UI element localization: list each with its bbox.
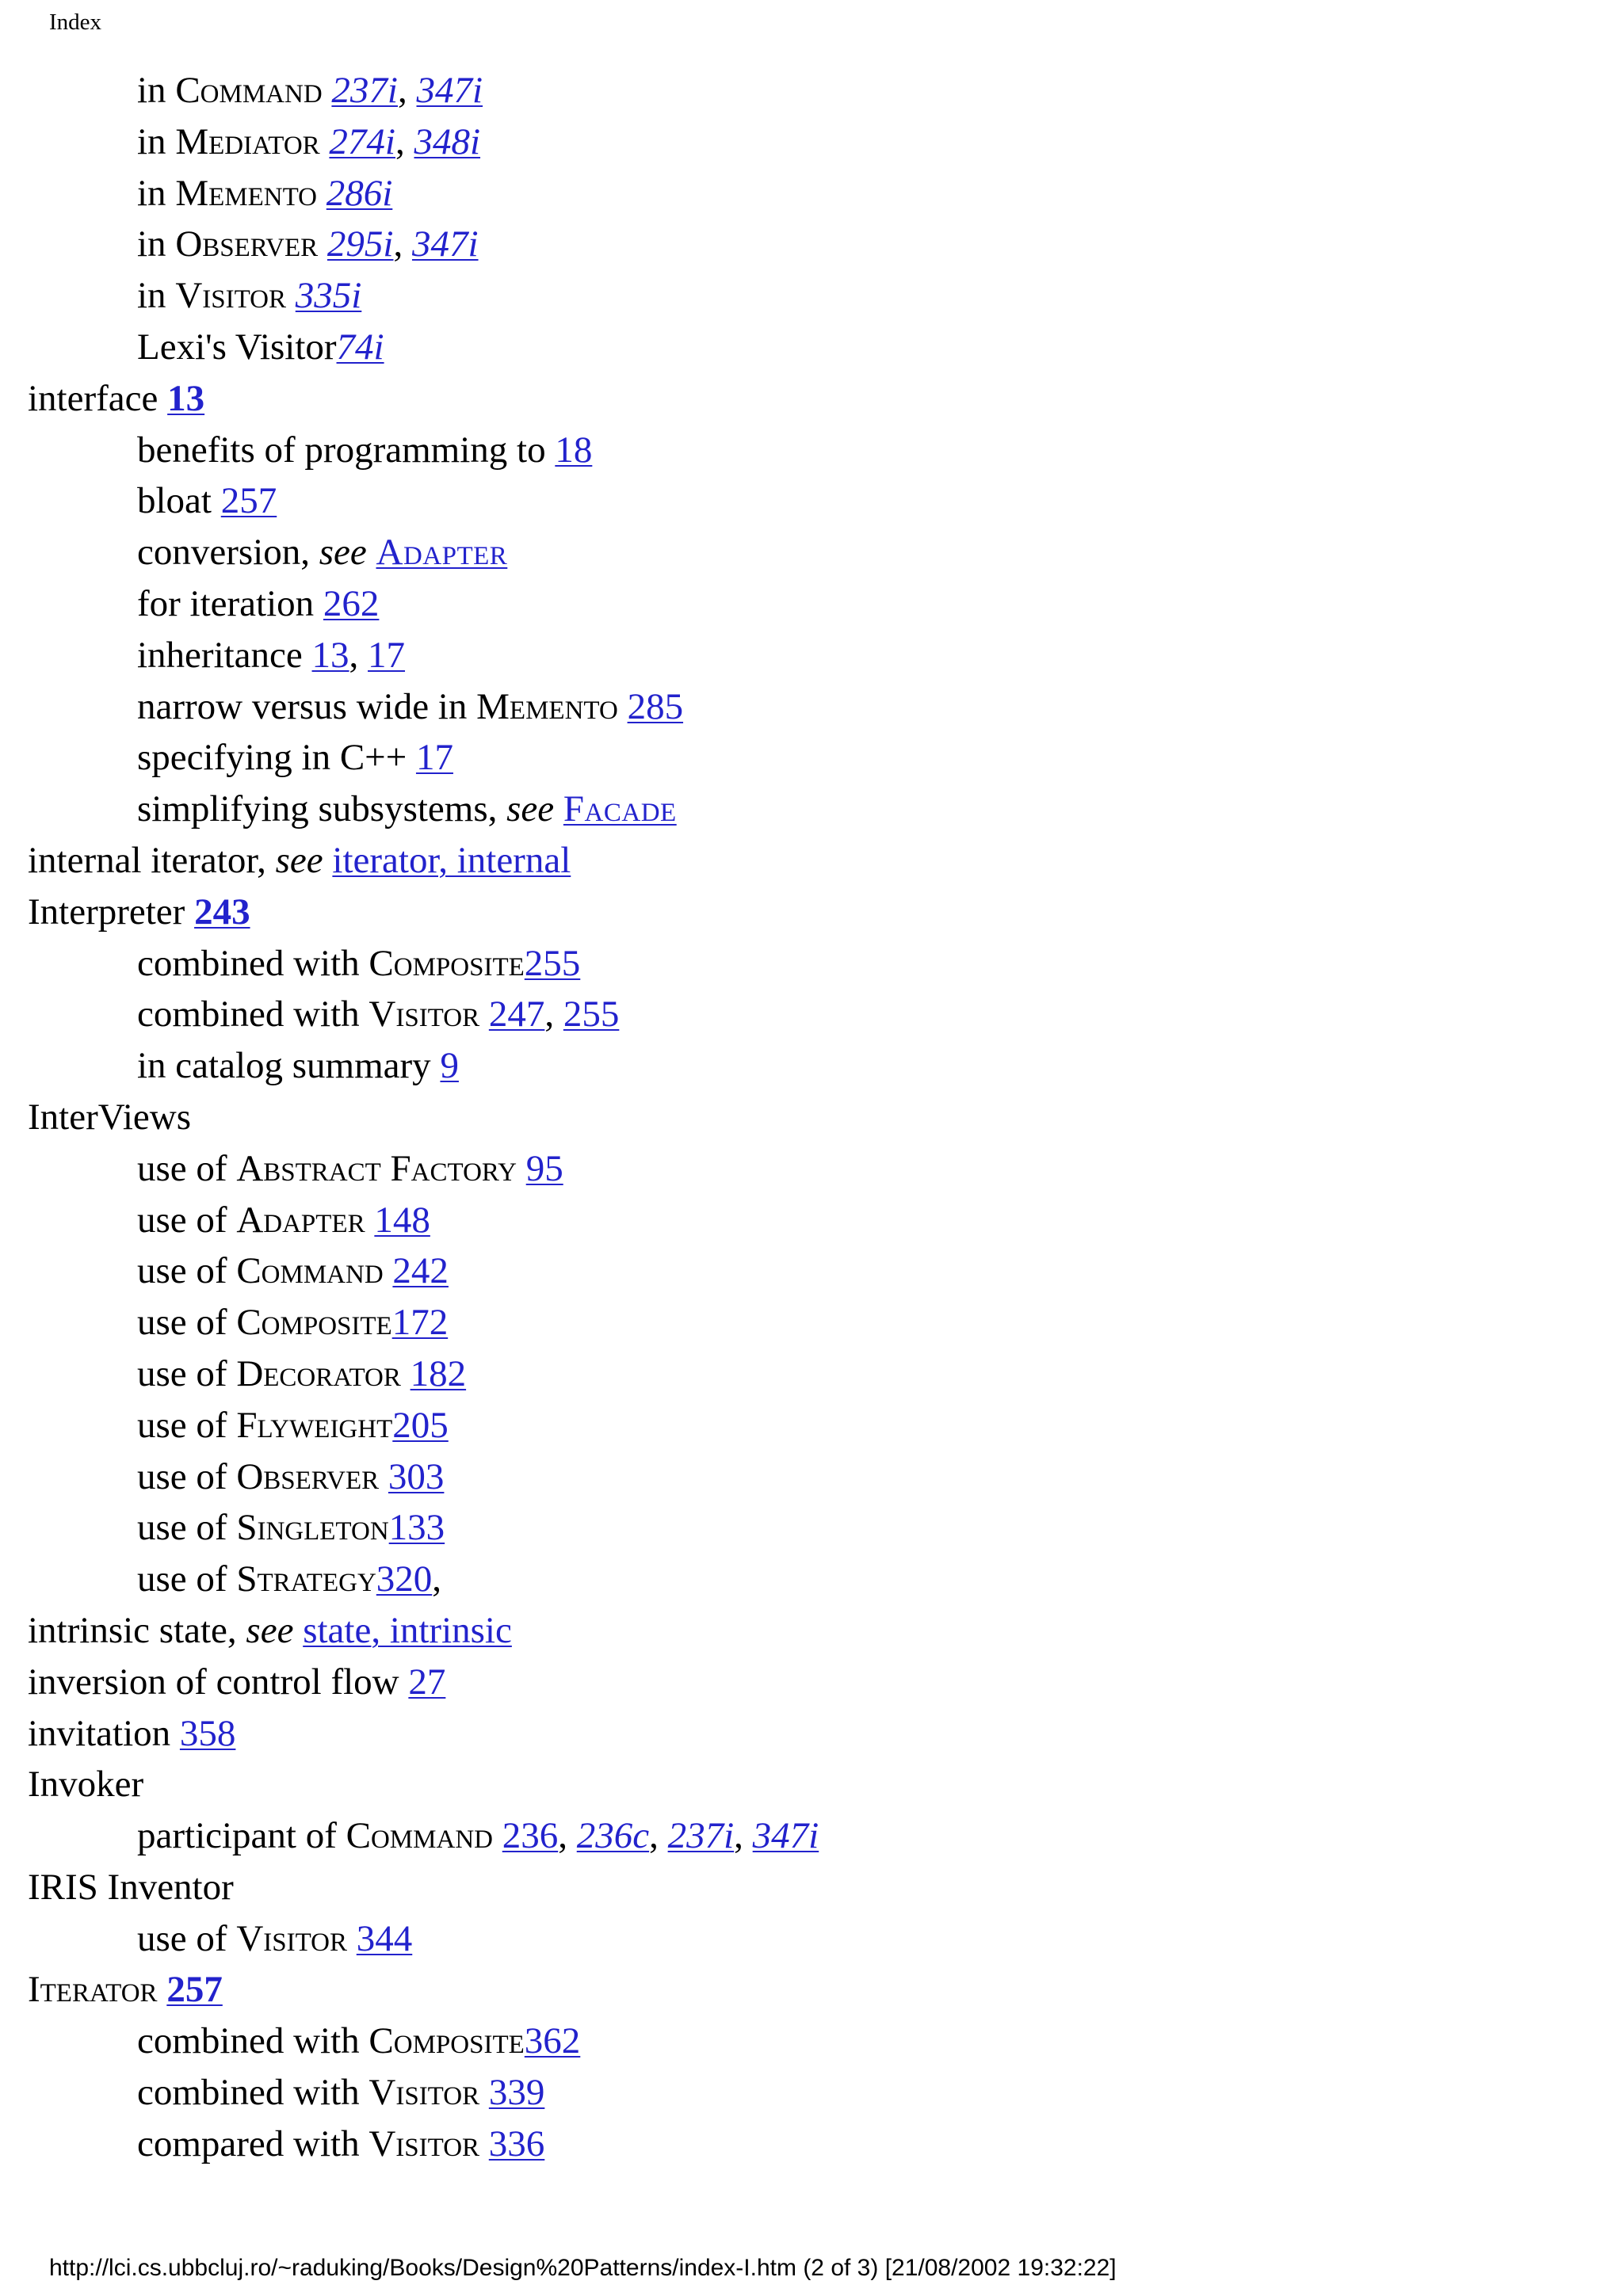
pattern-name: Singleton <box>236 1507 389 1549</box>
index-subentry <box>0 732 1623 784</box>
page-reference-link[interactable]: 74i <box>336 326 384 368</box>
entry-text <box>401 1353 411 1394</box>
pattern-name: Memento <box>175 172 317 214</box>
entry-text: , <box>349 634 369 676</box>
page-reference-link[interactable]: state, intrinsic <box>303 1609 512 1651</box>
entry-text <box>554 788 563 830</box>
index-subentry <box>0 938 1623 990</box>
entry-text: IRIS Inventor <box>28 1866 234 1908</box>
page-reference-link[interactable]: 348i <box>414 120 481 162</box>
page-reference-link[interactable]: 236c <box>576 1815 650 1857</box>
pattern-name: Memento <box>476 685 618 727</box>
index-entry <box>0 1708 1623 1760</box>
page-reference-link[interactable]: 237i <box>667 1815 735 1857</box>
pattern-name: Decorator <box>236 1352 401 1394</box>
entry-text <box>286 275 296 316</box>
pattern-name: Iterator <box>28 1969 158 2011</box>
index-entry <box>0 835 1623 887</box>
index-subentry <box>0 1451 1623 1503</box>
page-reference-link[interactable]: 303 <box>388 1455 445 1497</box>
pattern-name: Composite <box>369 942 525 984</box>
entry-text: conversion, <box>137 532 319 574</box>
entry-text <box>479 2072 489 2113</box>
index-subentry <box>0 475 1623 527</box>
index-subentry <box>0 1297 1623 1348</box>
pattern-name: Flyweight <box>236 1404 393 1446</box>
page-reference-link[interactable]: 95 <box>525 1147 563 1189</box>
index-subentry <box>0 681 1623 733</box>
index-subentry <box>0 168 1623 219</box>
entry-text: in catalog summary <box>137 1045 441 1087</box>
page-reference-link[interactable]: iterator, internal <box>332 839 571 881</box>
index-subentry <box>0 578 1623 630</box>
see-reference: see <box>506 788 555 830</box>
page-reference-link[interactable]: 247 <box>488 994 545 1035</box>
entry-text <box>317 173 327 214</box>
page-reference-link[interactable]: 13 <box>311 634 349 676</box>
entry-text: use of <box>137 1250 237 1292</box>
pattern-name: Mediator <box>175 120 320 162</box>
pattern-name: Composite <box>369 2020 525 2062</box>
page-reference-link[interactable]: 182 <box>410 1352 467 1394</box>
index-subentry <box>0 989 1623 1040</box>
entry-text <box>517 1148 526 1189</box>
index-subentry <box>0 630 1623 681</box>
index-subentry <box>0 527 1623 578</box>
index-subentry <box>0 2067 1623 2119</box>
entry-text: , <box>734 1815 753 1857</box>
page-reference-link[interactable]: 262 <box>323 582 380 624</box>
entry-text <box>365 1199 375 1241</box>
page-reference-link[interactable]: 257 <box>220 480 277 522</box>
pattern-name: Strategy <box>236 1558 376 1600</box>
page-reference-link[interactable]: 148 <box>374 1199 430 1241</box>
pattern-name: Adapter <box>236 1199 365 1241</box>
page-reference-link[interactable]: 362 <box>524 2020 581 2062</box>
entry-text: InterViews <box>28 1096 191 1138</box>
entry-text: use of <box>137 1507 237 1549</box>
entry-text <box>381 1148 391 1189</box>
index-subentry <box>0 1400 1623 1451</box>
index-subentry <box>0 322 1623 373</box>
entry-text: interface <box>28 377 168 419</box>
index-entry <box>0 1964 1623 2016</box>
page-reference-link[interactable]: 347i <box>411 223 479 265</box>
page-reference-link[interactable]: 172 <box>391 1302 449 1344</box>
entry-text <box>479 994 489 1035</box>
index-entry <box>0 1092 1623 1143</box>
entry-text: in <box>137 120 176 162</box>
pattern-name: Abstract <box>236 1147 381 1189</box>
pattern-name: Command <box>236 1250 384 1292</box>
entry-text: combined with <box>137 942 369 984</box>
page-reference-link[interactable]: 242 <box>392 1250 449 1292</box>
entry-text: inversion of control flow <box>28 1661 409 1703</box>
entry-text: in <box>137 223 176 265</box>
entry-text: , <box>558 1815 577 1857</box>
index-subentry <box>0 1554 1623 1605</box>
page-footer-url: http://lci.cs.ubbcluj.ro/~raduking/Books/Design%20Patterns/index-I.htm (2 of 3) [21/08/2002 19:32:22] <box>49 2255 1117 2281</box>
entry-text <box>618 686 628 727</box>
entry-text: in <box>137 275 176 317</box>
page-reference-link[interactable]: 274i <box>329 120 395 162</box>
see-reference: see <box>275 839 323 881</box>
entry-text <box>320 121 330 162</box>
entry-text: , <box>649 1815 668 1857</box>
entry-text: intrinsic state, <box>28 1609 246 1651</box>
pattern-name: Visitor <box>369 2122 480 2164</box>
pattern-name: Command <box>175 70 323 111</box>
entry-text <box>323 70 332 111</box>
index-subentry <box>0 2016 1623 2067</box>
index-entry <box>0 1605 1623 1657</box>
index-entry <box>0 1862 1623 1913</box>
entry-text: combined with <box>137 994 369 1035</box>
entry-text: internal iterator, <box>28 839 276 881</box>
index-subentry <box>0 425 1623 476</box>
entry-text: compared with <box>137 2122 369 2164</box>
index-entry <box>0 1657 1623 1708</box>
entry-text: , <box>395 120 414 162</box>
page-reference-link[interactable]: 320 <box>376 1558 433 1600</box>
page-reference-link[interactable]: 236 <box>502 1815 559 1857</box>
page-reference-link[interactable]: 347i <box>416 70 483 111</box>
entry-text: bloat <box>137 480 221 522</box>
entry-text: inheritance <box>137 634 312 676</box>
entry-text <box>367 532 376 573</box>
page-reference-link[interactable]: 27 <box>408 1661 446 1703</box>
page-reference-link[interactable]: 358 <box>179 1712 236 1754</box>
page-reference-link[interactable]: 17 <box>368 634 406 676</box>
index-subentry <box>0 1913 1623 1965</box>
entry-text <box>493 1815 502 1856</box>
index-subentry <box>0 1502 1623 1554</box>
entry-text: combined with <box>137 2072 369 2114</box>
index-subentry <box>0 65 1623 116</box>
entry-text: , <box>432 1558 442 1600</box>
entry-text: in <box>137 172 176 214</box>
entry-text: narrow versus wide in <box>137 685 477 727</box>
index-entry <box>0 373 1623 425</box>
pattern-name: Observer <box>236 1455 380 1497</box>
page-reference-link[interactable]: 339 <box>488 2072 545 2114</box>
pattern-name: Visitor <box>236 1917 347 1959</box>
page-reference-link[interactable]: 9 <box>440 1045 459 1087</box>
page-reference-link[interactable]: 18 <box>555 429 593 471</box>
index-subentry <box>0 219 1623 270</box>
index-list <box>0 65 1623 2170</box>
pattern-name: Visitor <box>369 994 480 1035</box>
pattern-name: Visitor <box>369 2072 480 2114</box>
entry-text <box>293 1610 303 1651</box>
page-reference-link[interactable]: 13 <box>167 377 205 419</box>
index-subentry <box>0 1195 1623 1246</box>
entry-text: use of <box>137 1558 237 1600</box>
page-reference-link[interactable]: 243 <box>194 891 250 933</box>
entry-text <box>379 1456 388 1497</box>
entry-text: participant of <box>137 1815 346 1857</box>
index-subentry <box>0 1245 1623 1297</box>
index-subentry <box>0 784 1623 835</box>
index-entry <box>0 887 1623 938</box>
page-reference-link[interactable]: 286i <box>326 172 393 214</box>
page-reference-link[interactable]: 237i <box>331 70 398 111</box>
entry-text: Interpreter <box>28 891 195 933</box>
entry-text: , <box>397 70 417 111</box>
page-reference-link[interactable]: 255 <box>563 994 620 1035</box>
entry-text: , <box>393 223 412 265</box>
entry-text: use of <box>137 1917 237 1959</box>
index-subentry <box>0 116 1623 168</box>
entry-text: use of <box>137 1199 237 1241</box>
page-reference-link[interactable]: 17 <box>415 737 453 779</box>
pattern-name: Command <box>346 1815 493 1857</box>
page-reference-link[interactable]: Facade <box>563 788 677 830</box>
page-reference-link[interactable]: 295i <box>327 223 394 265</box>
page-reference-link[interactable]: 285 <box>627 685 684 727</box>
entry-text: benefits of programming to <box>137 429 556 471</box>
page-reference-link[interactable]: 336 <box>488 2122 545 2164</box>
index-subentry <box>0 1143 1623 1195</box>
entry-text: Lexi's Visitor <box>137 326 337 368</box>
entry-text <box>479 2123 489 2164</box>
entry-text: specifying in C++ <box>137 737 416 779</box>
index-subentry <box>0 2119 1623 2170</box>
entry-text <box>347 1918 357 1959</box>
entry-text <box>318 223 327 265</box>
pattern-name: Visitor <box>175 275 286 317</box>
index-subentry <box>0 270 1623 322</box>
entry-text: , <box>544 994 563 1035</box>
entry-text: in <box>137 70 176 111</box>
entry-text: Invoker <box>28 1764 144 1806</box>
pattern-name: Observer <box>175 223 319 265</box>
index-entry <box>0 1759 1623 1810</box>
entry-text: combined with <box>137 2020 369 2062</box>
entry-text <box>384 1250 393 1291</box>
entry-text: use of <box>137 1147 237 1189</box>
entry-text: use of <box>137 1404 237 1446</box>
page-reference-link[interactable]: Adapter <box>376 532 508 574</box>
entry-text: invitation <box>28 1712 180 1754</box>
see-reference: see <box>246 1609 294 1651</box>
pattern-name: Composite <box>236 1302 392 1344</box>
entry-text: for iteration <box>137 582 323 624</box>
page-header-title: Index <box>49 10 102 35</box>
entry-text: use of <box>137 1455 237 1497</box>
entry-text: use of <box>137 1302 237 1344</box>
page-reference-link[interactable]: 257 <box>166 1969 223 2011</box>
entry-text: use of <box>137 1352 237 1394</box>
index-subentry <box>0 1810 1623 1862</box>
entry-text: simplifying subsystems, <box>137 788 507 830</box>
see-reference: see <box>319 532 367 574</box>
pattern-name: Factory <box>390 1147 517 1189</box>
page-reference-link[interactable]: 344 <box>356 1917 413 1959</box>
page-reference-link[interactable]: 133 <box>388 1507 445 1549</box>
page-reference-link[interactable]: 347i <box>752 1815 819 1857</box>
page-reference-link[interactable]: 205 <box>392 1404 449 1446</box>
page-reference-link[interactable]: 255 <box>524 942 581 984</box>
index-subentry <box>0 1348 1623 1400</box>
page-reference-link[interactable]: 335i <box>295 275 362 317</box>
index-subentry <box>0 1040 1623 1092</box>
entry-text <box>323 840 333 881</box>
entry-text <box>158 1969 167 2010</box>
